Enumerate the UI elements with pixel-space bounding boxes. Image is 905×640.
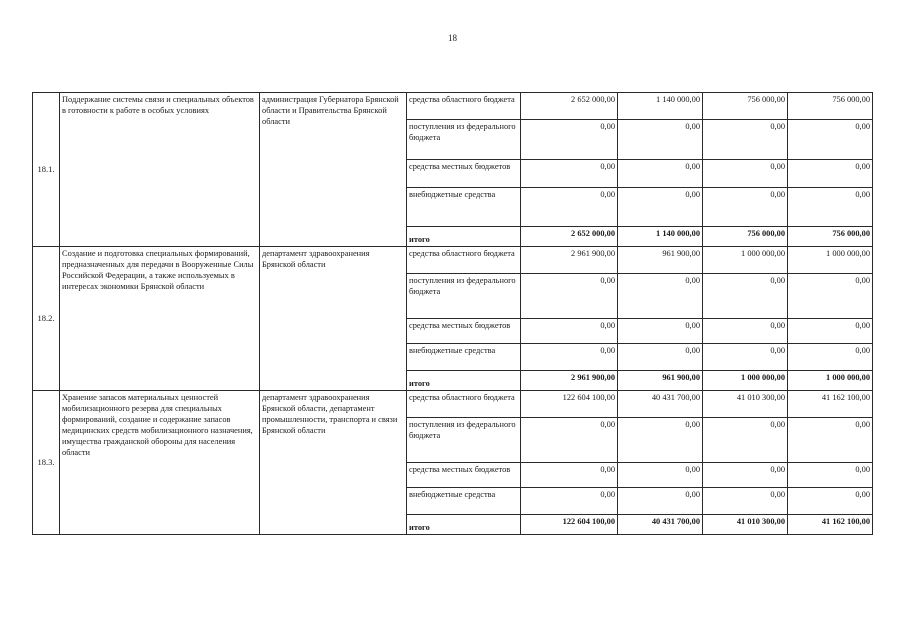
amount-cell: 41 010 300,00 xyxy=(703,515,788,535)
funding-source: средства областного бюджета xyxy=(407,391,521,418)
table-row xyxy=(33,391,873,418)
amount-cell: 0,00 xyxy=(788,319,873,344)
amount-cell: 0,00 xyxy=(521,319,618,344)
amount-cell: 0,00 xyxy=(521,160,618,188)
amount-cell: 0,00 xyxy=(618,160,703,188)
amount-cell: 756 000,00 xyxy=(788,93,873,120)
amount-cell: 0,00 xyxy=(521,344,618,371)
funding-source: поступления из федерального бюджета xyxy=(407,120,521,160)
executor: департамент здравоохранения Брянской области, департамент промышленности, транспорта и связи Брянской области xyxy=(260,391,407,535)
amount-cell: 0,00 xyxy=(788,463,873,488)
amount-cell: 1 000 000,00 xyxy=(703,247,788,274)
amount-cell: 40 431 700,00 xyxy=(618,391,703,418)
amount-cell: 0,00 xyxy=(788,488,873,515)
funding-source: поступления из федерального бюджета xyxy=(407,418,521,463)
amount-cell: 122 604 100,00 xyxy=(521,391,618,418)
budget-table xyxy=(32,92,873,535)
amount-cell: 756 000,00 xyxy=(703,93,788,120)
amount-cell: 2 652 000,00 xyxy=(521,93,618,120)
amount-cell: 0,00 xyxy=(703,188,788,227)
amount-cell: 0,00 xyxy=(788,188,873,227)
section-number: 18.2. xyxy=(33,247,60,391)
amount-cell: 961 900,00 xyxy=(618,247,703,274)
amount-cell: 40 431 700,00 xyxy=(618,515,703,535)
amount-cell: 0,00 xyxy=(618,274,703,319)
funding-source: средства областного бюджета xyxy=(407,247,521,274)
amount-cell: 122 604 100,00 xyxy=(521,515,618,535)
funding-source: внебюджетные средства xyxy=(407,188,521,227)
section-number: 18.3. xyxy=(33,391,60,535)
amount-cell: 0,00 xyxy=(521,418,618,463)
amount-cell: 0,00 xyxy=(788,344,873,371)
measure-title: Создание и подготовка специальных формирований, предназначенных для передачи в Вооруженные Силы Российской Федерации, а также используемых в интересах экономики Брянской области xyxy=(60,247,260,391)
amount-cell: 2 961 900,00 xyxy=(521,247,618,274)
funding-source: средства местных бюджетов xyxy=(407,160,521,188)
amount-cell: 0,00 xyxy=(703,319,788,344)
page-number: 18 xyxy=(448,33,457,43)
amount-cell: 2 961 900,00 xyxy=(521,371,618,391)
funding-source: поступления из федерального бюджета xyxy=(407,274,521,319)
amount-cell: 0,00 xyxy=(521,463,618,488)
amount-cell: 41 162 100,00 xyxy=(788,515,873,535)
table-row xyxy=(33,247,873,274)
amount-cell: 1 140 000,00 xyxy=(618,227,703,247)
amount-cell: 0,00 xyxy=(618,188,703,227)
amount-cell: 756 000,00 xyxy=(788,227,873,247)
amount-cell: 0,00 xyxy=(521,488,618,515)
amount-cell: 0,00 xyxy=(618,120,703,160)
amount-cell: 0,00 xyxy=(618,488,703,515)
section-number: 18.1. xyxy=(33,93,60,247)
funding-source: средства местных бюджетов xyxy=(407,463,521,488)
funding-source: итого xyxy=(407,227,521,247)
amount-cell: 0,00 xyxy=(788,274,873,319)
amount-cell: 1 000 000,00 xyxy=(788,371,873,391)
table-row xyxy=(33,93,873,120)
amount-cell: 0,00 xyxy=(703,274,788,319)
executor: департамент здравоохранения Брянской области xyxy=(260,247,407,391)
amount-cell: 0,00 xyxy=(521,120,618,160)
amount-cell: 0,00 xyxy=(788,160,873,188)
amount-cell: 0,00 xyxy=(703,344,788,371)
measure-title: Поддержание системы связи и специальных объектов в готовности к работе в особых условиях xyxy=(60,93,260,247)
amount-cell: 2 652 000,00 xyxy=(521,227,618,247)
funding-source: средства местных бюджетов xyxy=(407,319,521,344)
amount-cell: 0,00 xyxy=(618,344,703,371)
amount-cell: 756 000,00 xyxy=(703,227,788,247)
amount-cell: 1 140 000,00 xyxy=(618,93,703,120)
amount-cell: 0,00 xyxy=(521,188,618,227)
amount-cell: 0,00 xyxy=(788,418,873,463)
amount-cell: 0,00 xyxy=(703,463,788,488)
amount-cell: 961 900,00 xyxy=(618,371,703,391)
amount-cell: 1 000 000,00 xyxy=(703,371,788,391)
amount-cell: 0,00 xyxy=(618,418,703,463)
measure-title: Хранение запасов материальных ценностей мобилизационного резерва для специальных формирований, создание и содержание запасов медицинских средств мобилизационного назначения, имущества гражданской обороны для населения области xyxy=(60,391,260,535)
funding-source: итого xyxy=(407,371,521,391)
amount-cell: 0,00 xyxy=(703,160,788,188)
amount-cell: 0,00 xyxy=(788,120,873,160)
amount-cell: 0,00 xyxy=(703,418,788,463)
funding-source: итого xyxy=(407,515,521,535)
funding-source: внебюджетные средства xyxy=(407,488,521,515)
amount-cell: 1 000 000,00 xyxy=(788,247,873,274)
funding-source: внебюджетные средства xyxy=(407,344,521,371)
amount-cell: 0,00 xyxy=(703,488,788,515)
amount-cell: 0,00 xyxy=(618,319,703,344)
funding-source: средства областного бюджета xyxy=(407,93,521,120)
amount-cell: 0,00 xyxy=(521,274,618,319)
amount-cell: 0,00 xyxy=(618,463,703,488)
executor: администрация Губернатора Брянской области и Правительства Брянской области xyxy=(260,93,407,247)
amount-cell: 41 162 100,00 xyxy=(788,391,873,418)
amount-cell: 41 010 300,00 xyxy=(703,391,788,418)
amount-cell: 0,00 xyxy=(703,120,788,160)
